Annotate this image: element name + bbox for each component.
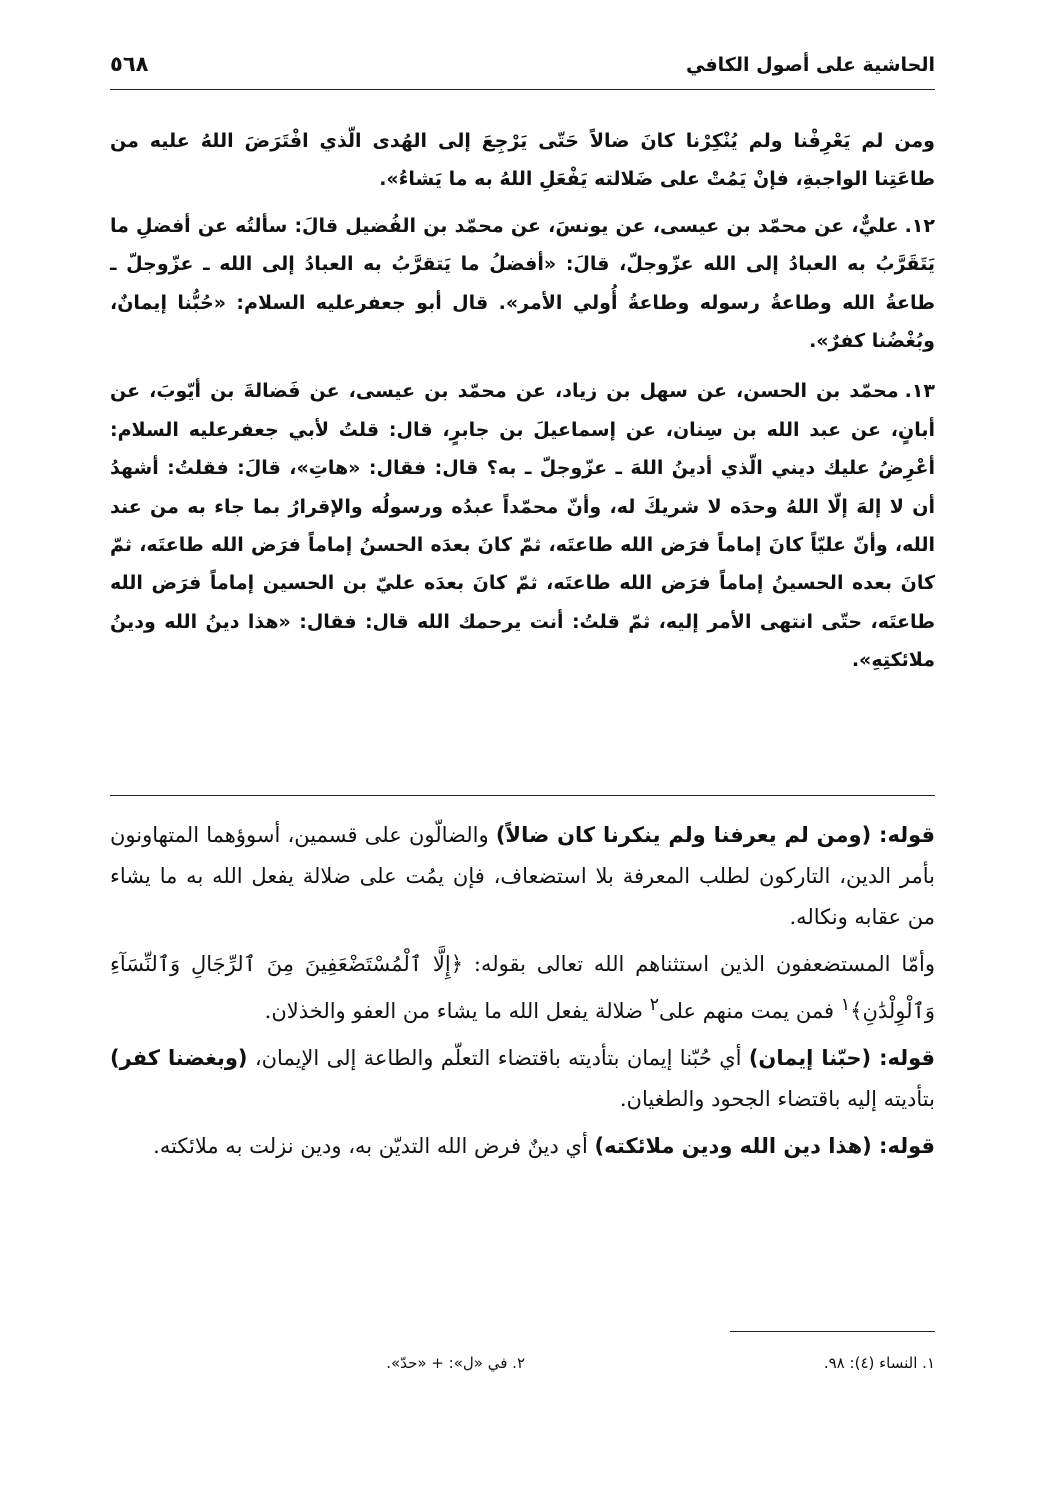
hadith-number: ١٣.: [904, 380, 935, 403]
commentary-lemma: (وبغضنا كفر): [110, 1046, 248, 1070]
commentary-body: أي دينٌ فرض الله التديّن به، ودين نزلت به ملائكته.: [153, 1134, 588, 1158]
commentary-paragraph: [110, 815, 935, 938]
hadith-text: [110, 122, 935, 692]
footnote-divider: [730, 1331, 935, 1332]
header-divider: [110, 89, 935, 90]
hadith-paragraph-13: [110, 372, 935, 679]
footnote-ref[interactable]: ١: [840, 995, 851, 1015]
commentary-body: بتأديته إليه باقتضاء الجحود والطغيان.: [619, 1087, 935, 1111]
page-number: ٥٦٨: [110, 52, 149, 76]
hadith-body: عليٌّ، عن محمّد بن عيسى، عن يونسَ، عن محمّد بن الفُضيل قالَ: سألتُه عن أفضلِ ما يَتَقَرَّبُ به العبادُ إلى الله عزّوجلّ، قالَ: «أفضلُ ما يَتقرَّبُ به العبادُ إلى الله ـ عزّوجلّ ـ طاعةُ الله وطاعةُ رسوله وطاعةُ أُولي الأمر». قال أبو جعفرعليه السلام: «حُبُّنا إيمانٌ، وبُغْضُنا كفرٌ».: [110, 214, 935, 353]
hadith-paragraph-continued: ومن لم يَعْرِفْنا ولم يُنْكِرْنا كانَ ضالاً حَتّى يَرْجِعَ إلى الهُدى الّذي افْتَرَضَ اللهُ عليه من طاعَتِنا الواجبةِ، فإنْ يَمُتْ على ضَلالته يَفْعَلِ اللهُ به ما يَشاءُ».: [110, 130, 935, 191]
hadith-body: محمّد بن الحسن، عن سهل بن زياد، عن محمّد بن عيسى، عن فَضالةَ بن أيّوبَ، عن أبانٍ، عن عبد الله بن سِنان، عن إسماعيلَ بن جابرٍ، قال: قلتُ لأبي جعفرعليه السلام: أعْرِضُ عليك ديني الّذي أدينُ اللهَ ـ عزّوجلّ ـ به؟ قال: فقال: «هاتِ»، قالَ: فقلتُ: أشهدُ أن لا إلهَ إلّا اللهُ وحدَه لا شريكَ له، وأنّ محمّداً عبدُه ورسولُه والإقرارُ بما جاء به من عند الله، وأنّ عليّاً كانَ إماماً فرَض الله طاعتَه، ثمّ كانَ بعدَه الحسنُ إماماً فرَض الله طاعتَه، ثمّ كانَ بعده الحسينُ إماماً فرَض الله طاعتَه، ثمّ كانَ بعدَه عليّ بن الحسين إماماً فرَض الله طاعتَه، حتّى انتهى الأمر إليه، ثمّ قلتُ: أنت يرحمك الله قال: فقال: «هذا دينُ الله ودينُ ملائكتِهِ».: [110, 380, 935, 672]
commentary-paragraph: [110, 1126, 935, 1167]
footnote-2: ٢. في «ل»: + «حدّ».: [386, 1354, 525, 1372]
commentary-lemma: قوله: (هذا دين الله ودين ملائكته): [594, 1134, 935, 1158]
commentary-body: فمن يمت منهم على: [659, 999, 841, 1023]
commentary-lemma: قوله: (حبّنا إيمان): [748, 1046, 936, 1070]
commentary-body: والضالّون على قسمين، أسوؤهما المتهاونون بأمر الدين، التاركون لطلب المعرفة بلا استضعاف، فإن يمُت على ضلالة يفعل الله به ما يشاء من عقابه ونكاله.: [110, 823, 935, 929]
hadith-number: ١٢.: [904, 214, 935, 237]
running-title: الحاشية على أصول الكافي: [685, 54, 935, 76]
footnote-ref[interactable]: ٢: [649, 995, 660, 1015]
commentary-lemma: قوله: (ومن لم يعرفنا ولم ينكرنا كان ضالاً): [495, 823, 935, 847]
footnotes: [110, 1354, 935, 1384]
footnote-1: ١. النساء (٤): ٩٨.: [823, 1354, 935, 1372]
commentary: [110, 815, 935, 1169]
commentary-divider: [110, 795, 935, 796]
commentary-body: أي حُبّنا إيمان بتأديته باقتضاء التعلّم والطاعة إلى الإيمان،: [254, 1046, 742, 1070]
commentary-paragraph: [110, 1038, 935, 1120]
commentary-paragraph: [110, 944, 935, 1032]
commentary-body: وأمّا المستضعفون الذين استثناهم الله تعالى بقوله: ﴿إِلَّا ٱلْمُسْتَضْعَفِينَ مِنَ ٱلرِّجَالِ وَٱلنِّسَآءِ وَٱلْوِلْدَٰنِ﴾: [110, 952, 935, 1023]
page-header: [110, 48, 935, 88]
hadith-paragraph-12: [110, 207, 935, 361]
commentary-body: ضلالة يفعل الله ما يشاء من العفو والخذلان.: [264, 999, 650, 1023]
